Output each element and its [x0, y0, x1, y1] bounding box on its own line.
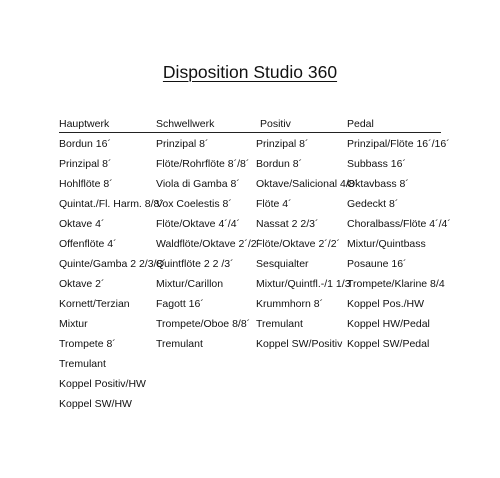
stop-hauptwerk: Hohlflöte 8´ [59, 178, 113, 190]
stop-pedal: Posaune 16´ [347, 258, 407, 270]
stop-positiv: Koppel SW/Positiv [256, 338, 343, 350]
stop-positiv: Nassat 2 2/3´ [256, 218, 319, 230]
header-schwellwerk: Schwellwerk [156, 118, 215, 130]
stop-positiv: Sesquialter [256, 258, 309, 270]
stop-hauptwerk: Mixtur [59, 318, 88, 330]
stop-hauptwerk: Tremulant [59, 358, 106, 370]
stop-schwellwerk: Trompete/Oboe 8/8´ [156, 318, 251, 330]
stop-hauptwerk: Quinte/Gamba 2 2/3/8´ [59, 258, 166, 270]
stop-positiv: Flöte/Oktave 2´/2´ [256, 238, 341, 250]
stop-schwellwerk: Fagott 16´ [156, 298, 204, 310]
stop-pedal: Trompete/Klarine 8/4 [347, 278, 445, 290]
stop-hauptwerk: Koppel SW/HW [59, 398, 132, 410]
stop-hauptwerk: Prinzipal 8´ [59, 158, 112, 170]
stop-hauptwerk: Quintat./Fl. Harm. 8/8´ [59, 198, 163, 210]
stop-pedal: Subbass 16´ [347, 158, 406, 170]
stop-schwellwerk: Tremulant [156, 338, 203, 350]
stop-hauptwerk: Bordun 16´ [59, 138, 111, 150]
stop-pedal: Oktavbass 8´ [347, 178, 409, 190]
stop-hauptwerk: Offenflöte 4´ [59, 238, 117, 250]
stop-hauptwerk: Kornett/Terzian [59, 298, 130, 310]
stop-hauptwerk: Trompete 8´ [59, 338, 116, 350]
stop-pedal: Gedeckt 8´ [347, 198, 399, 210]
stop-pedal: Prinzipal/Flöte 16´/16´ [347, 138, 450, 150]
stop-pedal: Choralbass/Flöte 4´/4´ [347, 218, 451, 230]
stop-schwellwerk: Flöte/Oktave 4´/4´ [156, 218, 241, 230]
stop-schwellwerk: Prinzipal 8´ [156, 138, 209, 150]
stop-hauptwerk: Oktave 4´ [59, 218, 105, 230]
stop-schwellwerk: Vox Coelestis 8´ [156, 198, 232, 210]
stop-positiv: Tremulant [256, 318, 303, 330]
stop-schwellwerk: Viola di Gamba 8´ [156, 178, 240, 190]
stop-schwellwerk: Quintflöte 2 2 /3´ [156, 258, 234, 270]
stop-pedal: Koppel Pos./HW [347, 298, 425, 310]
stop-schwellwerk: Mixtur/Carillon [156, 278, 224, 290]
stop-positiv: Prinzipal 8´ [256, 138, 309, 150]
stop-positiv: Bordun 8´ [256, 158, 303, 170]
column-header-row [59, 118, 441, 133]
header-positiv: Positiv [260, 118, 291, 130]
stop-schwellwerk: Waldflöte/Oktave 2´/2´ [156, 238, 261, 250]
header-pedal: Pedal [347, 118, 374, 130]
stop-hauptwerk: Oktave 2´ [59, 278, 105, 290]
stop-pedal: Mixtur/Quintbass [347, 238, 426, 250]
page-title: Disposition Studio 360 [162, 62, 338, 82]
stop-positiv: Mixtur/Quintfl.-/1 1/3 [256, 278, 351, 290]
stop-pedal: Koppel HW/Pedal [347, 318, 430, 330]
header-hauptwerk: Hauptwerk [59, 118, 110, 130]
stop-positiv: Oktave/Salicional 4/8´ [256, 178, 359, 190]
stop-hauptwerk: Koppel Positiv/HW [59, 378, 146, 390]
stop-positiv: Krummhorn 8´ [256, 298, 324, 310]
stop-pedal: Koppel SW/Pedal [347, 338, 430, 350]
stop-positiv: Flöte 4´ [256, 198, 292, 210]
stop-schwellwerk: Flöte/Rohrflöte 8´/8´ [156, 158, 250, 170]
